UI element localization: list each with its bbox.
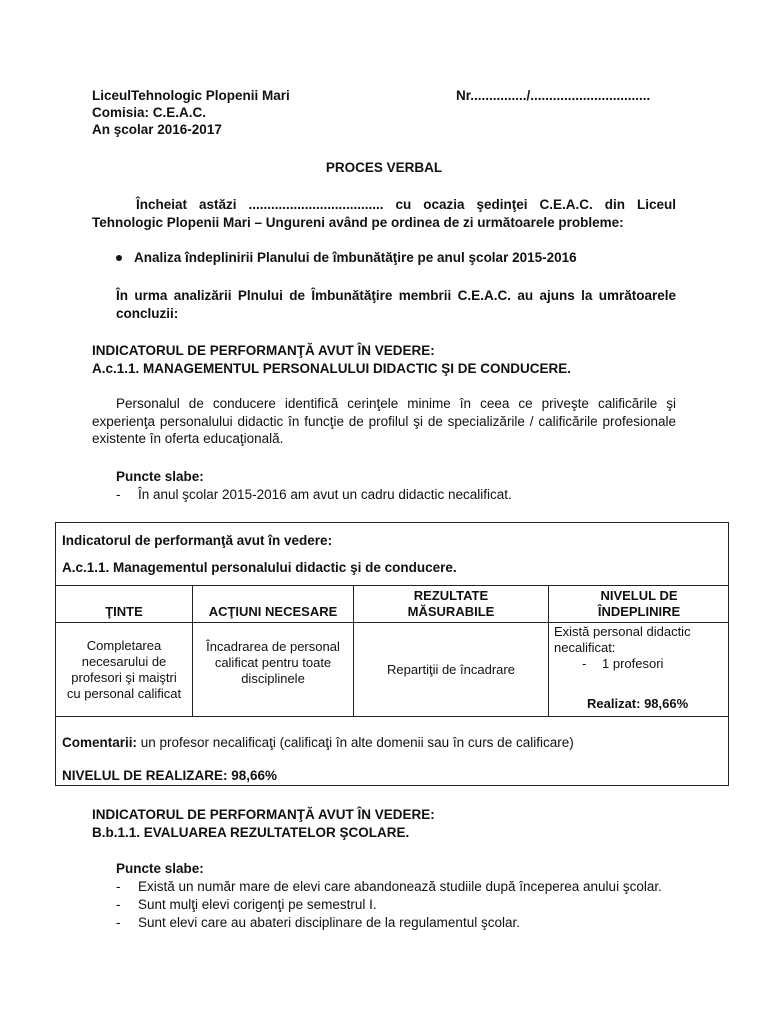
target-line: profesori şi maiştri bbox=[71, 669, 177, 685]
target-line: cu personal calificat bbox=[66, 685, 182, 701]
section1-line-2: experienţa personalului didactic în funcţie de profilul şi de specializările / calificările profesionale bbox=[92, 413, 676, 429]
agenda-item-text: Analiza îndeplinirii Planului de îmbunătăţire pe anul şcolar 2015-2016 bbox=[134, 250, 577, 265]
list-item: - Sunt elevi care au abateri disciplinare de la regulamentul şcolar. bbox=[116, 915, 520, 930]
section1-line-3: existente în oferta educaţională. bbox=[92, 431, 284, 446]
table-level-total: NIVELUL DE REALIZARE: 98,66% bbox=[62, 768, 278, 783]
header-actions: ACŢIUNI NECESARE bbox=[208, 604, 338, 619]
level-text-1: Există personal didactic bbox=[554, 624, 691, 639]
list-item-text: În anul şcolar 2015-2016 am avut un cadru didactic necalificat. bbox=[138, 487, 512, 502]
section1-paragraph bbox=[92, 395, 676, 448]
section1-code: A.c.1.1. MANAGEMENTUL PERSONALULUI DIDACTIC ŞI DE CONDUCERE. bbox=[92, 361, 572, 376]
list-item: - Există un număr mare de elevi care abandonează studiile după începerea anului şcolar. bbox=[116, 879, 662, 894]
cell-level bbox=[554, 624, 691, 672]
conclusion-line-1: În urma analizării Plnului de Îmbunătăţire membrii C.E.A.C. au ajuns la umrătoarele bbox=[116, 288, 676, 303]
comment-label: Comentarii: bbox=[62, 735, 138, 750]
intro-line-2: Tehnologic Plopenii Mari – Ungureni având pe ordinea de zi următoarele probleme: bbox=[92, 214, 624, 230]
section2-indicator: INDICATORUL DE PERFORMANŢĂ AVUT ÎN VEDERE: bbox=[92, 807, 435, 822]
list-item-text: Există un număr mare de elevi care abandonează studiile după începerea anului şcolar. bbox=[138, 879, 662, 894]
list-item-text: Sunt elevi care au abateri disciplinare de la regulamentul şcolar. bbox=[138, 915, 520, 930]
header-results bbox=[354, 586, 548, 622]
list-item: - Sunt mulţi elevi corigenţi pe semestrul I. bbox=[116, 897, 377, 912]
commission-name: Comisia: C.E.A.C. bbox=[92, 105, 207, 120]
level-realized: Realizat: 98,66% bbox=[587, 696, 689, 711]
school-name: LiceulTehnologic Plopenii Mari bbox=[92, 88, 290, 103]
list-item: - În anul şcolar 2015-2016 am avut un cadru didactic necalificat. bbox=[116, 487, 512, 502]
cell-target bbox=[56, 623, 192, 716]
intro-line-1: Încheiat astăzi .................................... cu ocazia şedinţei C.E.A.C. din Liceul bbox=[136, 197, 676, 212]
table-indicator: Indicatorul de performanţă avut în vedere: bbox=[62, 533, 333, 548]
section2-weak-list bbox=[116, 878, 662, 932]
action-line: disciplinele bbox=[241, 671, 305, 686]
section1-line-1: Personalul de conducere identifică cerinţele minime în ceea ce priveşte calificările şi bbox=[116, 396, 676, 411]
performance-table bbox=[55, 522, 729, 786]
level-item-text: 1 profesori bbox=[602, 656, 664, 671]
cell-result: Repartiţii de încadrare bbox=[387, 661, 515, 677]
intro-paragraph bbox=[92, 196, 676, 231]
conclusion-line-2: concluzii: bbox=[116, 305, 179, 321]
table-code: A.c.1.1. Managementul personalului didactic şi de conducere. bbox=[62, 560, 457, 575]
cell-action bbox=[193, 623, 353, 716]
target-line: necesarului de bbox=[81, 653, 167, 669]
comment-text: un profesor necalificaţi (calificaţi în alte domenii sau în curs de calificare) bbox=[137, 735, 574, 750]
action-line: calificat pentru toate bbox=[214, 655, 332, 670]
section1-weak-list bbox=[116, 486, 512, 504]
agenda-item bbox=[116, 250, 577, 265]
level-text-2: necalificat: bbox=[554, 640, 616, 655]
table-divider bbox=[56, 716, 728, 717]
level-item: - 1 profesori bbox=[582, 656, 664, 671]
section1-indicator: INDICATORUL DE PERFORMANŢĂ AVUT ÎN VEDERE: bbox=[92, 343, 435, 358]
header-results-line1: REZULTATE bbox=[413, 588, 489, 603]
conclusion-paragraph bbox=[116, 287, 676, 322]
header-results-line2: MĂSURABILE bbox=[407, 604, 495, 619]
section2-heading bbox=[92, 806, 435, 842]
header-targets: ŢINTE bbox=[105, 604, 143, 619]
header-level-line1: NIVELUL DE bbox=[600, 588, 678, 603]
document-header bbox=[92, 87, 290, 138]
table-comment bbox=[62, 735, 574, 750]
section1-weak-title: Puncte slabe: bbox=[116, 469, 204, 484]
document-title: PROCES VERBAL bbox=[325, 160, 443, 175]
section2-weak-title: Puncte slabe: bbox=[116, 861, 204, 876]
list-item-text: Sunt mulţi elevi corigenţi pe semestrul I. bbox=[138, 897, 377, 912]
bullet-icon bbox=[116, 255, 122, 261]
school-year: An şcolar 2016-2017 bbox=[92, 122, 222, 137]
action-line: Încadrarea de personal bbox=[206, 639, 340, 654]
header-level-line2: ÎNDEPLINIRE bbox=[597, 604, 681, 619]
document-number: Nr.............../................................ bbox=[456, 88, 651, 103]
target-line: Completarea bbox=[86, 637, 162, 653]
section1-heading bbox=[92, 342, 571, 378]
section2-code: B.b.1.1. EVALUAREA REZULTATELOR ŞCOLARE. bbox=[92, 825, 410, 840]
header-level bbox=[549, 586, 729, 622]
